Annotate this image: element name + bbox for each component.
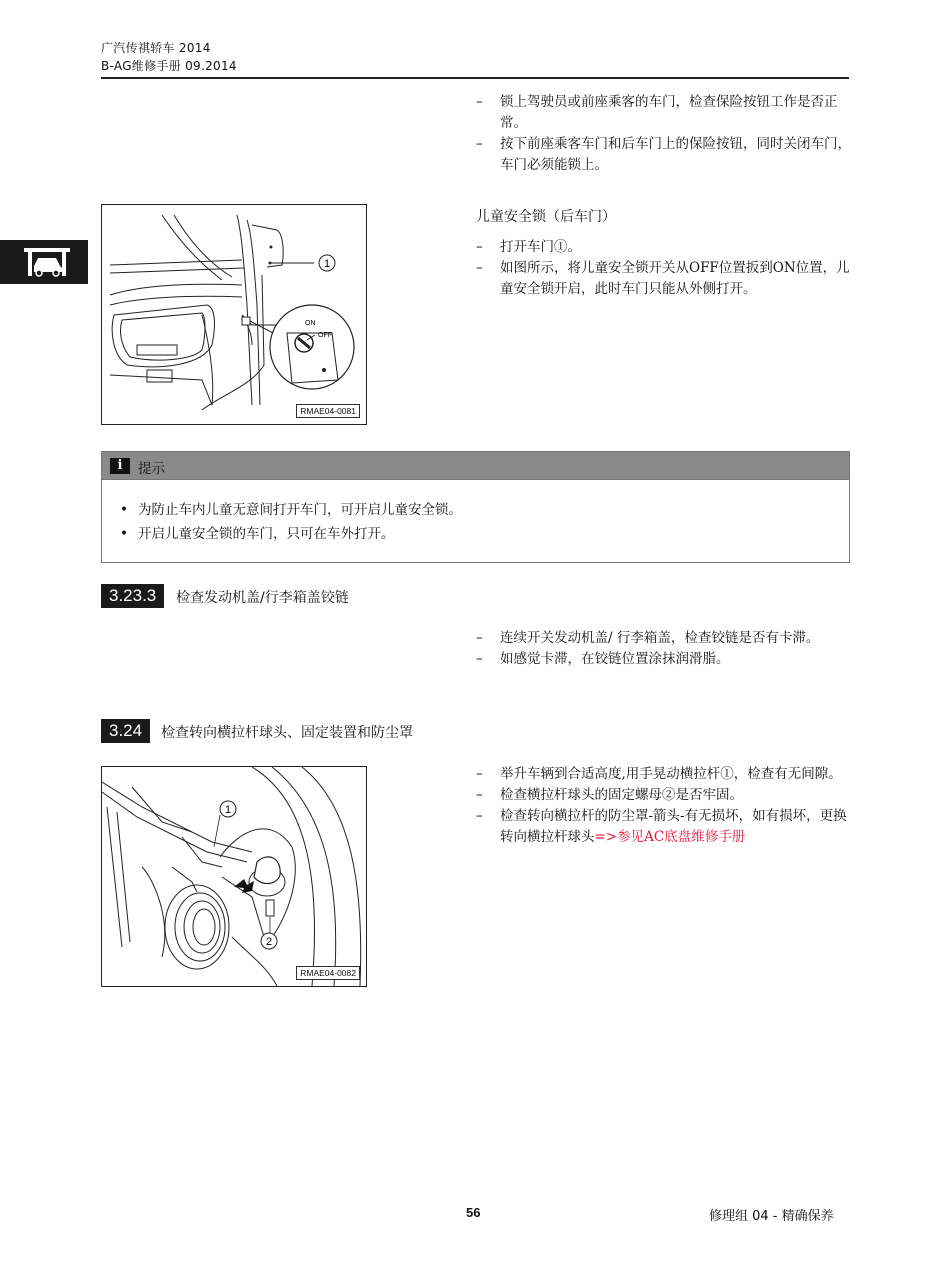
chapter-tab bbox=[0, 240, 88, 284]
note-title: 提示 bbox=[138, 461, 165, 477]
child-lock-steps bbox=[476, 237, 852, 300]
switch-off-label: OFF bbox=[318, 332, 332, 339]
figure-tie-rod bbox=[101, 766, 367, 987]
info-icon: i bbox=[110, 458, 130, 474]
list-item: – 连续开关发动机盖/ 行李箱盖，检查铰链是否有卡滞。 bbox=[476, 630, 820, 646]
note-header bbox=[102, 452, 849, 480]
page-number: 56 bbox=[466, 1205, 481, 1220]
figure-label: RMAE04-0081 bbox=[296, 404, 360, 418]
list-item: – 按下前座乘客车门和后车门上的保险按钮，同时关闭车门，车门必须能锁上。 bbox=[476, 136, 851, 173]
door-lock-check-list bbox=[476, 92, 852, 176]
section-number: 3.24 bbox=[101, 719, 150, 743]
section-title: 检查转向横拉杆球头、固定装置和防尘罩 bbox=[161, 725, 413, 741]
list-item: – 检查转向横拉杆的防尘罩-箭头-有无损坏，如有损坏，更换转向横拉杆球头=>参见AC底盘维修手册 bbox=[476, 808, 847, 845]
list-item: – 如感觉卡滞，在铰链位置涂抹润滑脂。 bbox=[476, 651, 730, 667]
rear-door-illustration bbox=[102, 205, 366, 424]
footer-group: 修理组 04 - 精确保养 bbox=[709, 1209, 834, 1224]
callout-1: 1 bbox=[323, 258, 331, 270]
child-lock-heading: 儿童安全锁（后车门） bbox=[476, 209, 616, 225]
list-item: – 如图所示，将儿童安全锁开关从OFF位置扳到ON位置，儿童安全锁开启，此时车门只能从外侧打开。 bbox=[476, 260, 850, 297]
note-item: • 开启儿童安全锁的车门，只可在车外打开。 bbox=[120, 526, 395, 542]
section-title: 检查发动机盖/行李箱盖铰链 bbox=[176, 590, 349, 606]
switch-on-label: ON bbox=[305, 320, 316, 327]
list-item: – 举升车辆到合适高度,用手晃动横拉杆①，检查有无间隙。 bbox=[476, 766, 842, 782]
header-subtitle: B-AG维修手册 09.2014 bbox=[101, 59, 237, 73]
callout-2: 2 bbox=[265, 936, 273, 948]
note-box bbox=[101, 451, 850, 563]
figure-label: RMAE04-0082 bbox=[296, 966, 360, 980]
header-title: 广汽传祺轿车 2014 bbox=[101, 41, 211, 55]
list-item: – 检查横拉杆球头的固定螺母②是否牢固。 bbox=[476, 787, 743, 803]
callout-1: 1 bbox=[224, 804, 232, 816]
note-body bbox=[102, 480, 849, 546]
note-item: • 为防止车内儿童无意间打开车门，可开启儿童安全锁。 bbox=[120, 502, 462, 518]
hinge-check-list bbox=[476, 628, 852, 670]
section-number: 3.23.3 bbox=[101, 584, 164, 608]
vehicle-lift-icon bbox=[22, 246, 74, 278]
tie-rod-check-list bbox=[476, 764, 852, 848]
chassis-manual-link[interactable]: =>参见AC底盘维修手册 bbox=[594, 829, 746, 845]
list-item: – 打开车门①。 bbox=[476, 239, 581, 255]
header-rule bbox=[101, 77, 849, 79]
list-item: – 锁上驾驶员或前座乘客的车门，检查保险按钮工作是否正常。 bbox=[476, 94, 838, 131]
figure-child-lock bbox=[101, 204, 367, 425]
tie-rod-illustration bbox=[102, 767, 366, 986]
